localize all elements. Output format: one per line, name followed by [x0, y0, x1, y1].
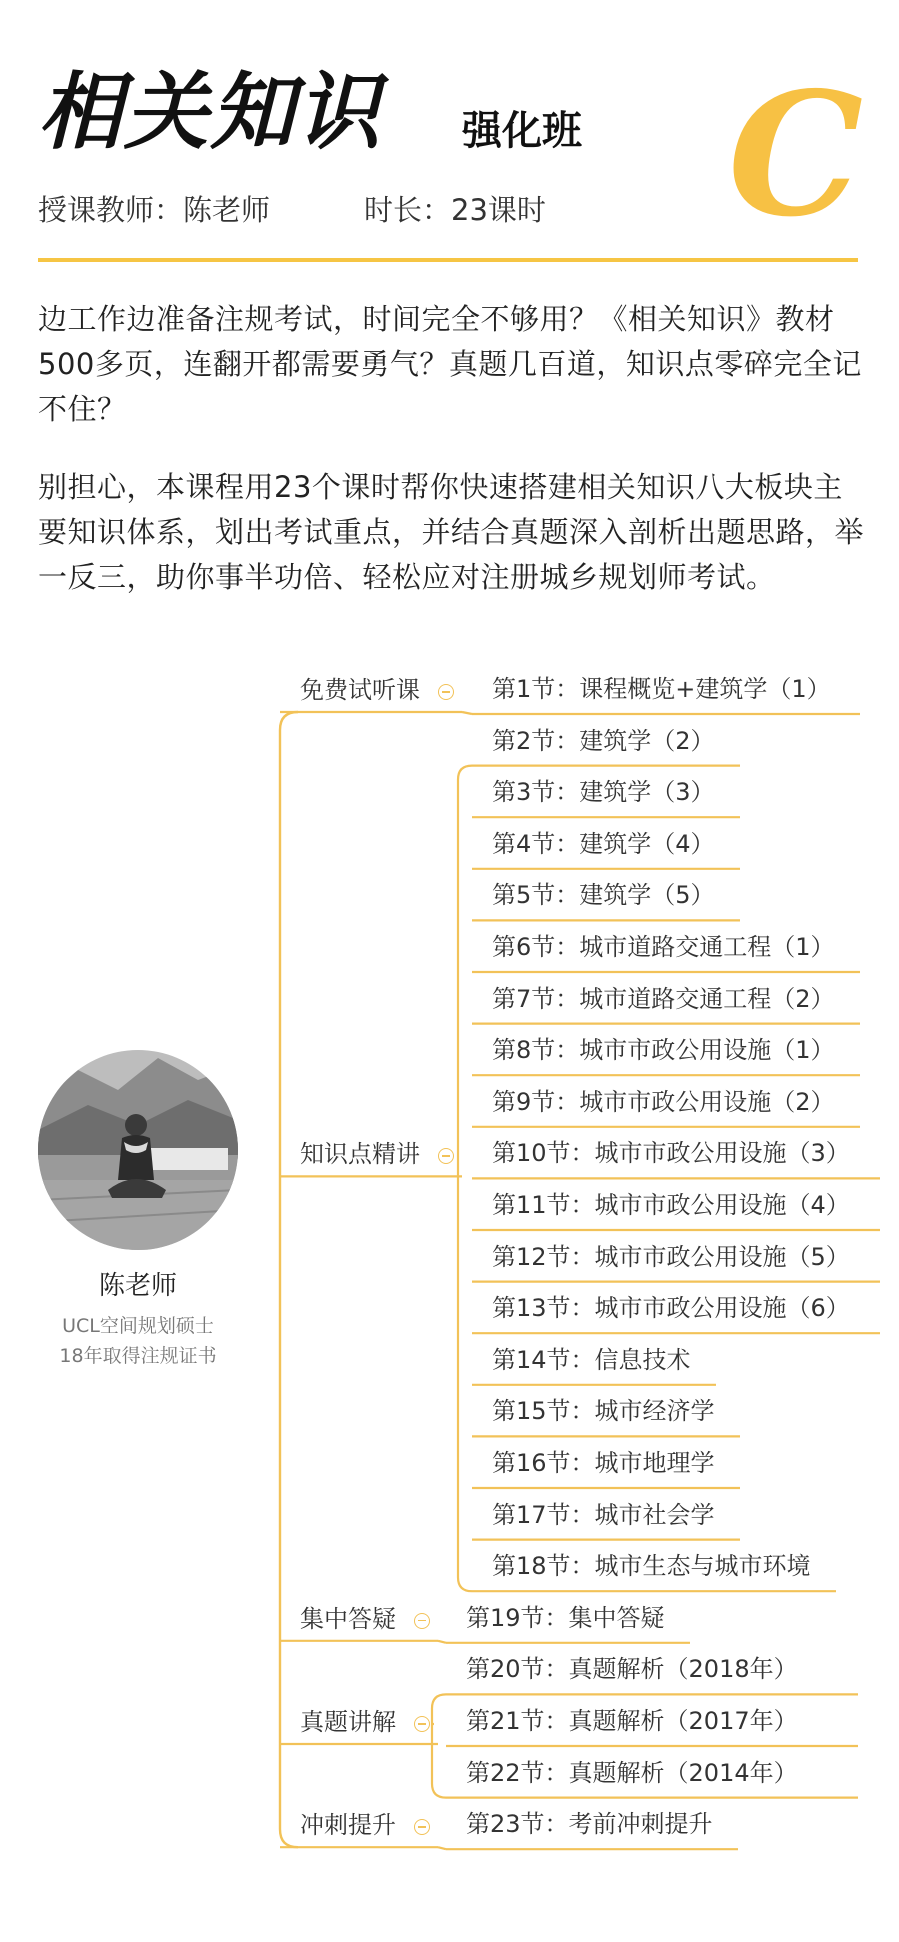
outline-connector-line: [438, 1641, 446, 1643]
outline-category: 集中答疑: [300, 1604, 396, 1633]
intro-paragraph-2: 别担心，本课程用23个课时帮你快速搭建相关知识八大板块主要知识体系，划出考试重点，并结合真题深入剖析出题思路，举一反三，助你事半功倍、轻松应对注册城乡规划师考试。: [38, 470, 865, 594]
lesson-item: 第22节：真题解析（2014年）: [466, 1758, 798, 1787]
teacher-credential-2: 18年取得注规证书: [59, 1345, 217, 1367]
lesson-item: 第5节：建筑学（5）: [492, 881, 715, 910]
lesson-item: 第1节：课程概览+建筑学（1）: [492, 675, 831, 703]
lesson-item: 第4节：建筑学（4）: [492, 829, 715, 858]
outline-connector-line: [458, 766, 472, 1592]
lesson-item: 第13节：城市市政公用设施（6）: [492, 1294, 850, 1323]
lesson-item: 第23节：考前冲刺提升: [466, 1810, 713, 1839]
lesson-item: 第12节：城市市政公用设施（5）: [492, 1242, 850, 1271]
lesson-item: 第2节：建筑学（2）: [492, 726, 715, 755]
duration-line: 时长：23课时: [364, 193, 546, 227]
course-subtitle: 强化班: [462, 107, 582, 154]
outline-connector-line: [438, 1847, 446, 1849]
collapse-toggle-icon[interactable]: [414, 1716, 430, 1732]
lesson-item: 第15节：城市经济学: [492, 1397, 715, 1426]
lesson-item: 第21节：真题解析（2017年）: [466, 1707, 798, 1735]
lesson-item: 第9节：城市市政公用设施（2）: [492, 1087, 835, 1116]
lesson-item: 第11节：城市市政公用设施（4）: [492, 1191, 850, 1219]
lesson-item: 第14节：信息技术: [492, 1345, 691, 1374]
header-divider: [38, 258, 858, 262]
lesson-item: 第16节：城市地理学: [492, 1449, 715, 1477]
lesson-item: 第17节：城市社会学: [492, 1500, 715, 1529]
outline-category: 免费试听课: [300, 676, 420, 704]
lesson-item: 第6节：城市道路交通工程（1）: [492, 933, 835, 961]
lesson-item: 第10节：城市市政公用设施（3）: [492, 1139, 850, 1168]
lesson-item: 第20节：真题解析（2018年）: [466, 1655, 798, 1684]
outline-category: 真题讲解: [300, 1708, 396, 1736]
outline-connector-line: [280, 712, 298, 1847]
teacher-line: 授课教师：陈老师: [38, 193, 271, 227]
course-title: 相关知识: [38, 62, 383, 161]
intro-paragraph-1: 边工作边准备注规考试，时间完全不够用？《相关知识》教材500多页，连翻开都需要勇气？真题几百道，知识点零碎完全记不住？: [38, 302, 862, 426]
lesson-item: 第3节：建筑学（3）: [492, 778, 715, 807]
outline-connector-line: [462, 712, 472, 714]
lesson-item: 第8节：城市市政公用设施（1）: [492, 1036, 835, 1065]
outline-category: 冲刺提升: [300, 1811, 396, 1840]
collapse-toggle-icon[interactable]: [438, 684, 454, 700]
collapse-toggle-icon[interactable]: [414, 1613, 430, 1629]
outline-connector-line: [432, 1694, 446, 1797]
logo-letter: C: [728, 55, 864, 255]
outline-category: 知识点精讲: [300, 1140, 420, 1169]
lesson-item: 第7节：城市道路交通工程（2）: [492, 984, 835, 1013]
teacher-credential-1: UCL空间规划硕士: [62, 1315, 214, 1337]
teacher-name: 陈老师: [98, 1271, 177, 1301]
lesson-item: 第18节：城市生态与城市环境: [492, 1552, 811, 1581]
lesson-item: 第19节：集中答疑: [466, 1603, 665, 1632]
